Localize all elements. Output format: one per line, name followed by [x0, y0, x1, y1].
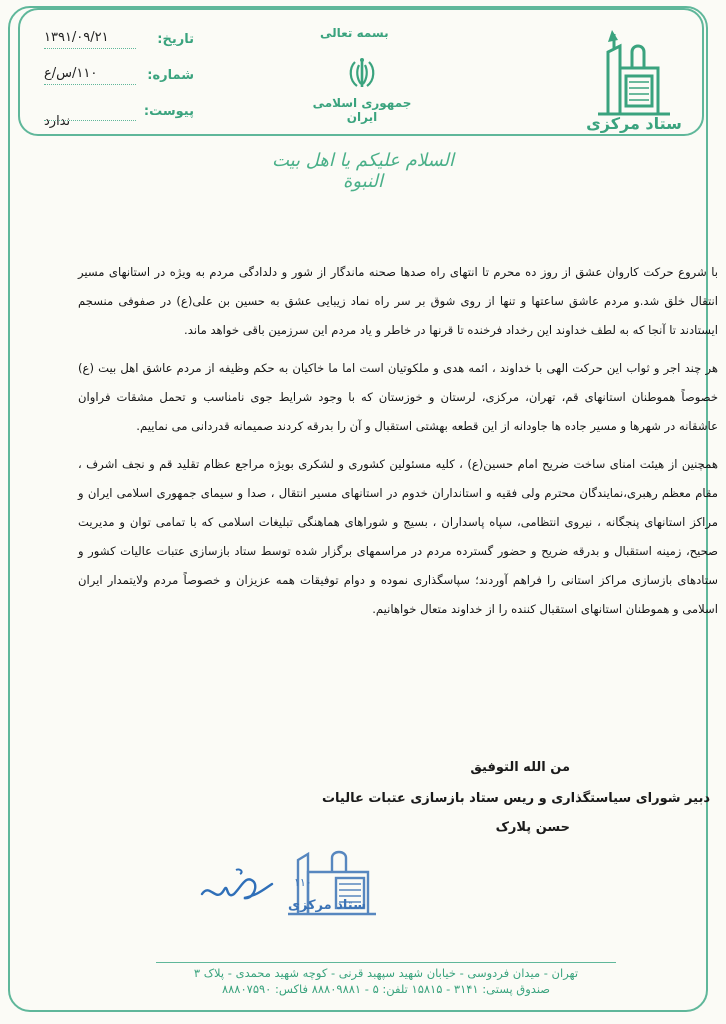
logo-name: ستاد مرکزی [586, 114, 682, 133]
paragraph-1: با شروع حرکت کاروان عشق از روز ده محرم تا انتهای راه صدها صحنه ماندگار از شور و دلدادگی مردم به ویژه در استانهای مسیر انتقال خلق شد.و مردم عاشق ساعتها و تنها از روی شوق بر سر راه نماد زیبایی عشق به حسین بن علی(ع) در صفوفی منسجم ایستادند تا آنجا که به لطف خداوند این رخداد فرخنده تا قرنها در خاطر و یاد مردم این سرزمین باقی خواهد ماند. [78, 265, 718, 337]
attachment-label: پیوست: [143, 104, 194, 119]
paragraph-2: هر چند اجر و ثواب این حرکت الهی با خداوند ، ائمه هدی و ملکوتیان است اما ما خاکیان به حکم وظیفه از مردم عاشق اهل بیت (ع) خصوصاً هموطنان استانهای قم، تهران، مرکزی، لرستان و خوزستان که با وجود شرایط جوی نامناسب و تحمل مشقات فراوان عاشقانه در شهرها و مسیر جاده ها جاودانه از این قطعه بهشتی استقبال و آن را بدرقه کردند صمیمانه قدردانی می نماییم. [78, 361, 718, 433]
number-line [44, 84, 136, 85]
official-stamp [276, 836, 386, 936]
iran-emblem-icon [346, 56, 378, 90]
paragraph-3: همچنین از هیئت امنای ساخت ضریح امام حسین(ع) ، کلیه مسئولین کشوری و لشکری بویژه مراجع عظام تقلید قم و نجف اشرف ، مقام معظم رهبری،نمایندگان محترم ولی فقیه و استانداران خدوم در استانهای مسیر انتقال ، صدا و سیمای جمهوری اسلامی ایران و مراکز استانهای پنجگانه ، نیروی انتظامی، سپاه پاسداران ، بسیج و شوراهای هماهنگی تبلیغات اسلامی که با تمامی توان و مدیریت صحیح، زمینه استقبال و بدرقه ضریح و حضور گسترده مردم در مراسمهای برگزار شده توسط ستاد بازسازی عتبات عالیات کشور و ستادهای بازسازی مراکز استانی را فراهم آوردند؛ سپاسگذاری نموده و دوام توفیقات همه عزیزان و خصوصاً مردم ولایتمدار ایران اسلامی و هموطنان استانهای استقبال کننده را از خداوند متعال خواهانیم. [78, 457, 718, 616]
number-row [44, 68, 194, 90]
stamp-number: ۱۱۰ [294, 876, 312, 889]
date-label: تاریخ: [157, 32, 194, 47]
salutation-calligraphy: السلام علیکم یا اهل بیت النبوة [271, 150, 455, 192]
closing-salutation: من الله التوفیق [470, 760, 570, 775]
bismillah: بسمه تعالی [320, 26, 389, 40]
footer-divider [156, 962, 616, 963]
handwritten-signature [196, 860, 276, 910]
letter-body [78, 258, 718, 633]
date-line [44, 48, 136, 49]
number-value: ۱۱۰/س/ع [44, 66, 98, 81]
stamp-name: ستاد مرکزی [288, 898, 366, 913]
number-label: شماره: [147, 68, 194, 83]
date-row [44, 32, 194, 54]
signer-name: حسن پلارک [495, 820, 570, 835]
footer-contact: صندوق پستی: ۳۱۴۱ - ۱۵۸۱۵ تلفن: ۵ - ۸۸۸۰۹۸۸۱ فاکس: ۸۸۸۰۷۵۹۰ [221, 982, 551, 996]
closing-block [130, 760, 710, 835]
signer-title: دبیر شورای سیاستگذاری و ریس ستاد بازسازی عتبات عالیات [321, 791, 710, 806]
footer [156, 965, 616, 997]
republic-name: جمهوری اسلامی ایران [312, 96, 412, 124]
date-value: ۱۳۹۱/۰۹/۲۱ [44, 30, 109, 45]
footer-address: تهران - میدان فردوسی - خیابان شهید سپهبد قرنی - کوچه شهید محمدی - پلاک ۳ [193, 966, 579, 980]
attachment-value: ندارد [44, 114, 71, 129]
attachment-row [44, 104, 194, 129]
